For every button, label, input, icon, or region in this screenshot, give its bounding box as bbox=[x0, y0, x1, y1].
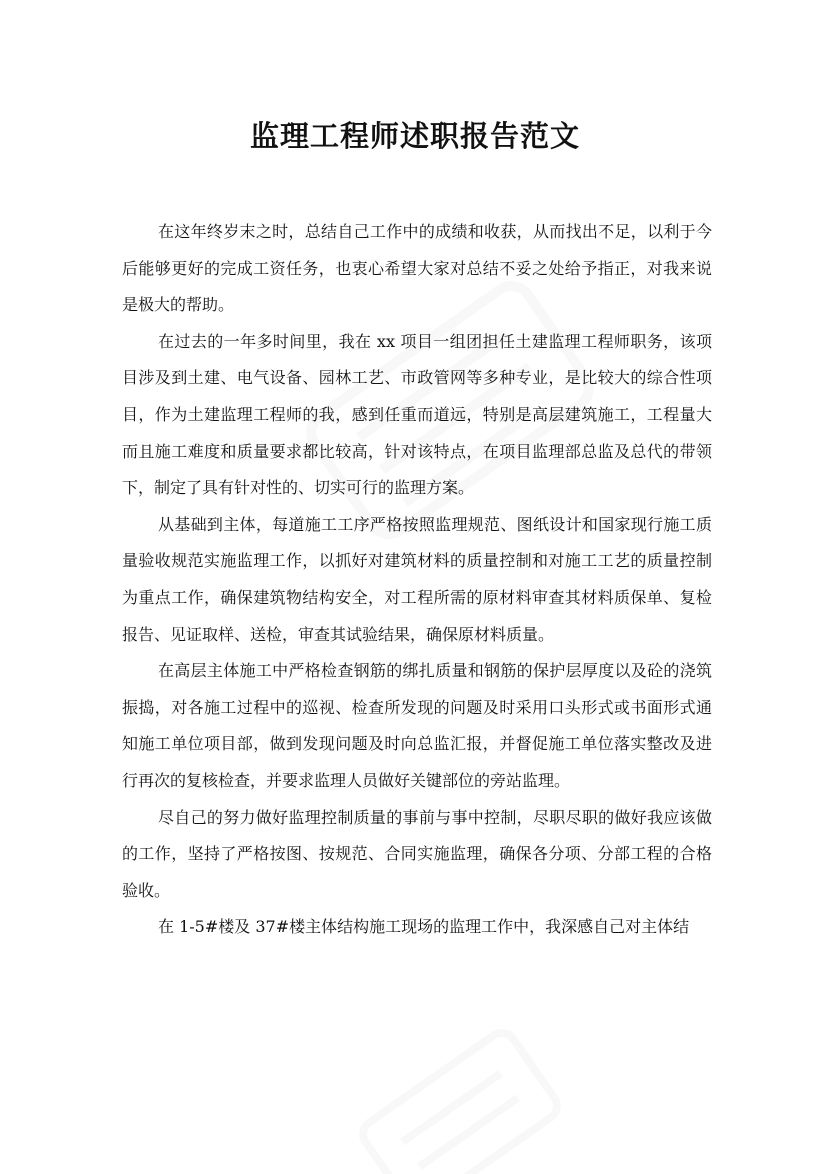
paragraph-2: 在过去的一年多时间里，我在 xx 项目一组团担任土建监理工程师职务，该项目涉及到土建、电气设备、园林工艺、市政管网等多种专业，是比较大的综合性项目，作为土建监理工程师的我，感到任重而道远，特别是高层建筑施工，工程量大而且施工难度和质量要求都比较高，针对该特点，在项目监理部总监及总代的带领下，制定了具有针对性的、切实可行的监理方案。 bbox=[122, 331, 712, 498]
paragraph-5: 尽自己的努力做好监理控制质量的事前与事中控制，尽职尽职的做好我应该做的工作，坚持了严格按图、按规范、合同实施监理，确保各分项、分部工程的合格验收。 bbox=[122, 807, 712, 900]
paragraph-6: 在 1-5#楼及 37#楼主体结构施工现场的监理工作中，我深感自己对主体结 bbox=[158, 917, 690, 937]
document-title: 监理工程师述职报告范文 bbox=[249, 119, 580, 153]
paragraph-4: 在高层主体施工中严格检查钢筋的绑扎质量和钢筋的保护层厚度以及砼的浇筑振捣，对各施工过程中的巡视、检查所发现的问题及时采用口头形式或书面形式通知施工单位项目部，做到发现问题及时向总监汇报，并督促施工单位落实整改及进行再次的复核检查，并要求监理人员做好关键部位的旁站监理。 bbox=[122, 661, 712, 790]
watermark-logo-icon-bottom bbox=[338, 1005, 582, 1174]
paragraph-1: 在这年终岁末之时，总结自己工作中的成绩和收获，从而找出不足，以利于今后能够更好的完成工资任务，也衷心希望大家对总结不妥之处给予指正，对我来说是极大的帮助。 bbox=[122, 222, 712, 315]
paragraph-3: 从基础到主体，每道施工工序严格按照监理规范、图纸设计和国家现行施工质量验收规范实施监理工作，以抓好对建筑材料的质量控制和对施工工艺的质量控制为重点工作，确保建筑物结构安全，对工程所需的原材料审查其材料质保单、复检报告、见证取样、送检，审查其试验结果，确保原材料质量。 bbox=[122, 514, 712, 644]
document-body bbox=[122, 214, 712, 946]
